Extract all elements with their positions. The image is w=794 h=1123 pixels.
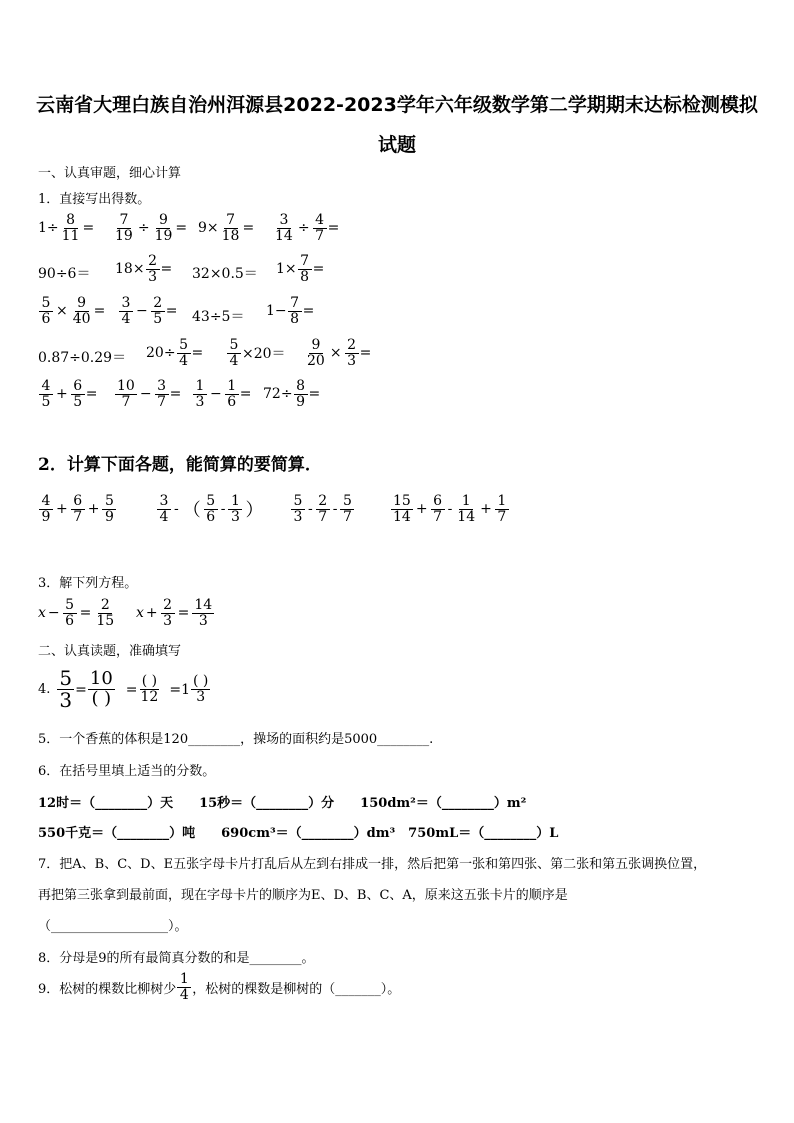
calc-item: 90÷6＝ (38, 266, 91, 282)
calc-item: $\frac{4}{9}$ + $\frac{6}{7}$ + $\frac{5}{9}$ (38, 494, 117, 524)
question-1: 1．直接写出得数。 (38, 192, 151, 207)
calc-item: $\frac{5}{6}$ × $\frac{9}{40}$ = (38, 296, 105, 326)
section-heading-1: 一、认真审题，细心计算 (38, 166, 182, 181)
calc-item: 20÷ $\frac{5}{4}$ = (146, 337, 204, 369)
calc-item: 32×0.5＝ (192, 266, 258, 282)
calc-item: 72÷ $\frac{8}{9}$ = (263, 378, 321, 410)
question-4: 4. $\frac{5}{3}$ = $\frac{10}{( )}$ = $\frac{( )}{12}$ =1 $\frac{( )}{3}$ (38, 666, 209, 712)
question-5: 5．一个香蕉的体积是120________，操场的面积约是5000________. (38, 732, 434, 747)
question-7-answer: （__________________）。 (38, 919, 188, 934)
equation-item: x + $\frac{2}{3}$ = $\frac{14}{3}$ (136, 597, 213, 629)
question-8: 8．分母是9的所有最简真分数的和是________。 (38, 951, 315, 966)
calc-item: 1× $\frac{7}{8}$ = (276, 253, 325, 285)
calc-item: $\frac{15}{14}$ + $\frac{6}{7}$ - $\frac{1}{14}$ + $\frac{1}{7}$ (390, 494, 510, 524)
calc-item: $\frac{5}{4}$ ×20＝ (226, 338, 286, 368)
question-7: 7．把A、B、C、D、E五张字母卡片打乱后从左到右排成一排，然后把第一张和第四张、第二张和第五张调换位置， (38, 857, 707, 872)
calc-item: 43÷5＝ (192, 309, 245, 325)
calc-item: $\frac{3}{14}$ ÷ $\frac{4}{7}$ = (275, 212, 340, 244)
question-7-line-2: 再把第三张拿到最前面，现在字母卡片的顺序为E、D、B、C、A，原来这五张卡片的顺序是 (38, 888, 568, 903)
calc-item: $\frac{5}{3}$ - $\frac{2}{7}$ - $\frac{5}{7}$ (290, 494, 355, 524)
calc-item: $\frac{1}{3}$ − $\frac{1}{6}$ = (192, 379, 251, 409)
question-6-line-1: 12时＝（________）天 15秒＝（________）分 150dm²＝（________）m² (38, 796, 527, 811)
calc-item: 18× $\frac{2}{3}$ = (115, 253, 173, 285)
question-6-line-2: 550千克＝（________）吨 690cm³＝（________）dm³ 750mL＝（________）L (38, 826, 559, 841)
question-3: 3．解下列方程。 (38, 576, 138, 591)
calc-item: $\frac{10}{7}$ − $\frac{3}{7}$ = (117, 378, 182, 410)
calc-item: 0.87÷0.29＝ (38, 350, 127, 366)
equation-item: x − $\frac{5}{6}$ = $\frac{2}{15}$ (38, 597, 115, 629)
question-2: 2．计算下面各题，能简算的要简算． (38, 455, 322, 475)
calc-item: $\frac{7}{19}$ ÷ $\frac{9}{19}$ = (115, 212, 188, 244)
calc-item: 1÷ $\frac{8}{11}$ = (38, 212, 95, 244)
calc-item: $\frac{4}{5}$ + $\frac{6}{5}$ = (38, 379, 97, 409)
question-9: 9．松树的棵数比柳树少 $\frac{1}{4}$ ，松树的棵数是柳树的（_______）。 (38, 971, 401, 1003)
calc-item: $\frac{3}{4}$ − $\frac{2}{5}$ = (118, 296, 177, 326)
calc-item: 1− $\frac{7}{8}$ = (266, 295, 315, 327)
page-title-line2: 试题 (377, 134, 416, 156)
question-6: 6．在括号里填上适当的分数。 (38, 764, 216, 779)
calc-item: 9× $\frac{7}{18}$ = (198, 212, 255, 244)
calc-item: $\frac{9}{20}$ × $\frac{2}{3}$ = (307, 337, 372, 369)
page-title: 云南省大理白族自治州洱源县2022-2023学年六年级数学第二学期期末达标检测模拟 (36, 94, 758, 116)
section-heading-2: 二、认真读题，准确填写 (38, 644, 182, 659)
calc-item: $\frac{3}{4}$ - （ $\frac{5}{6}$ - $\frac{1}{3}$ ） (156, 494, 265, 524)
